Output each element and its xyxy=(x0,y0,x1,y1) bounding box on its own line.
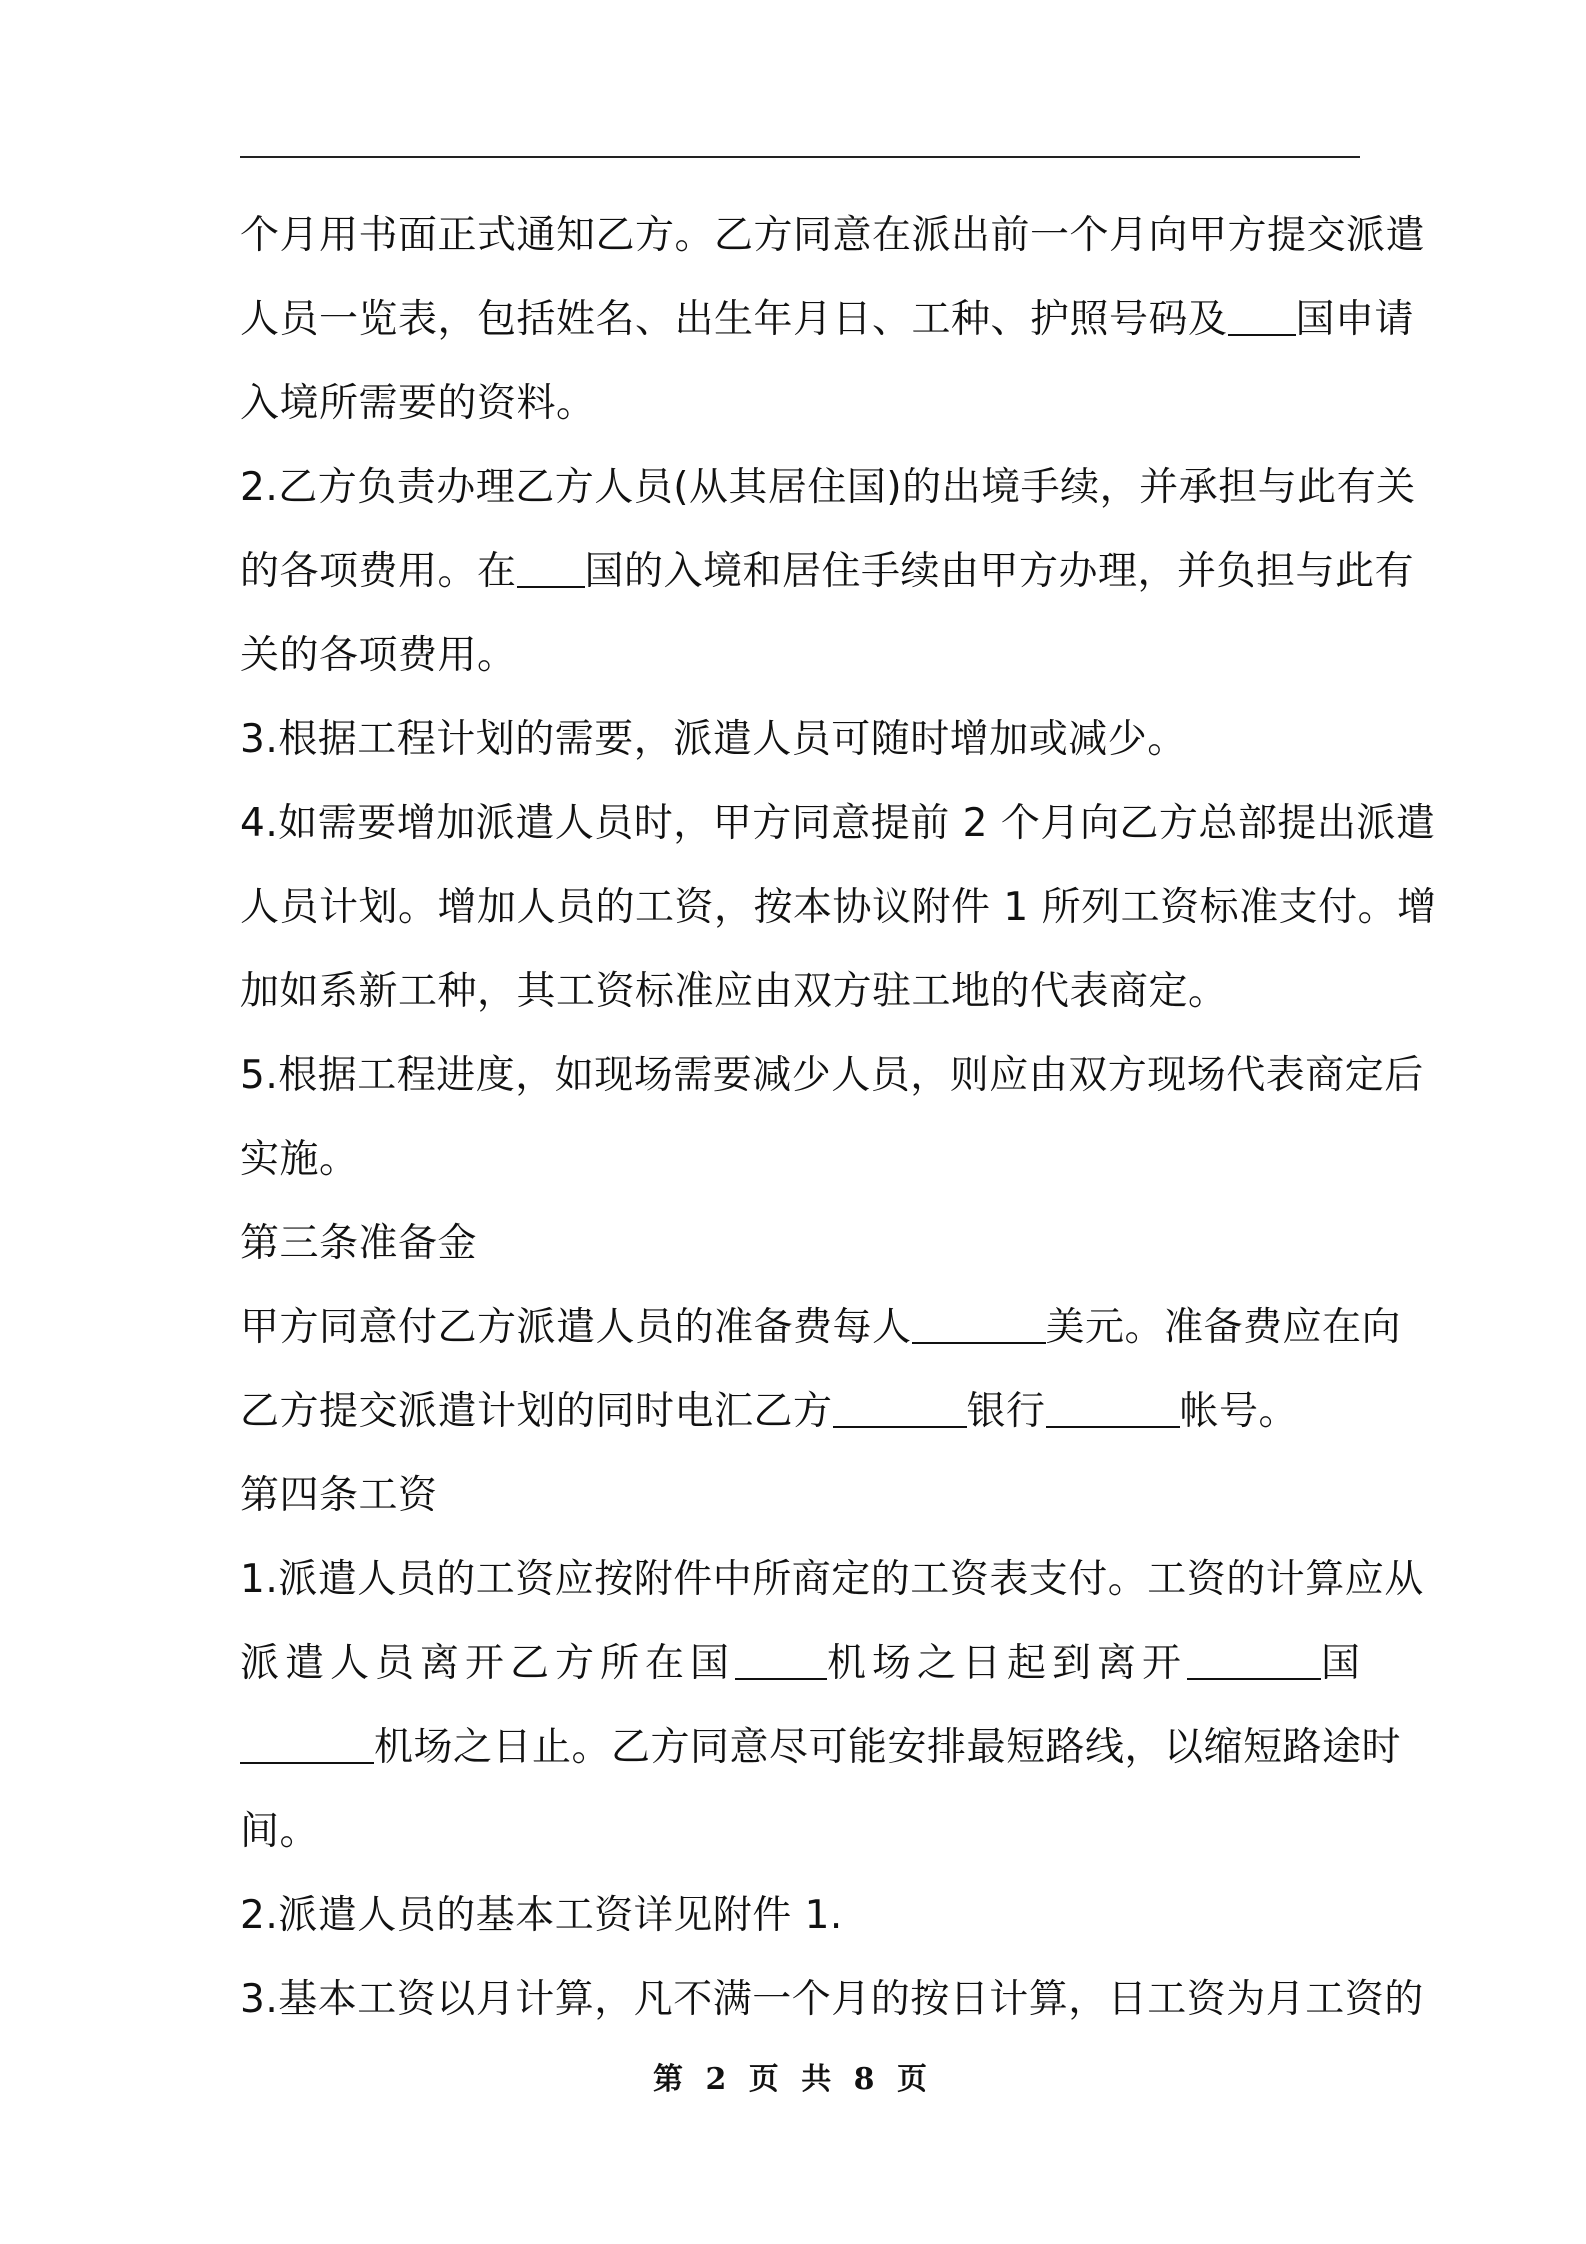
fill-in-blank xyxy=(833,1426,967,1428)
fill-in-blank xyxy=(517,586,585,588)
text-line: 甲方同意付乙方派遣人员的准备费每人 美元。准备费应在向 xyxy=(240,1305,1402,1350)
text-line: 4.如需要增加派遣人员时，甲方同意提前 2 个月向乙方总部提出派遣 xyxy=(240,801,1436,846)
fill-in-blank xyxy=(1046,1426,1180,1428)
fill-in-blank xyxy=(240,1762,374,1764)
fill-in-blank xyxy=(1228,334,1296,336)
text-line: 2.派遣人员的基本工资详见附件 1. xyxy=(240,1893,843,1938)
text-line: 派遣人员离开乙方所在国 机场之日起到离开 国 xyxy=(240,1641,1367,1686)
text-line: 2.乙方负责办理乙方人员(从其居住国)的出境手续，并承担与此有关 xyxy=(240,465,1416,510)
page-number-footer: 第 2 页 共 8 页 xyxy=(653,2062,933,2097)
section-heading: 第三条准备金 xyxy=(240,1221,478,1266)
fill-in-blank xyxy=(912,1342,1046,1344)
text-line: 个月用书面正式通知乙方。乙方同意在派出前一个月向甲方提交派遣 xyxy=(240,213,1426,258)
text-line: 机场之日止。乙方同意尽可能安排最短路线，以缩短路途时 xyxy=(240,1706,1360,1790)
text-line: 人员计划。增加人员的工资，按本协议附件 1 所列工资标准支付。增 xyxy=(240,885,1437,930)
fill-in-blank xyxy=(735,1678,827,1680)
text-line: 的各项费用。在 国的入境和居住手续由甲方办理，并负担与此有 xyxy=(240,549,1415,594)
text-line: 1.派遣人员的工资应按附件中所商定的工资表支付。工资的计算应从 xyxy=(240,1557,1424,1602)
text-line: 人员一览表，包括姓名、出生年月日、工种、护照号码及 国申请 xyxy=(240,297,1415,342)
text-line: 3.基本工资以月计算，凡不满一个月的按日计算，日工资为月工资的 xyxy=(240,1977,1424,2022)
header-rule xyxy=(240,156,1360,158)
document-body xyxy=(240,194,1437,2042)
fill-in-blank xyxy=(1187,1678,1321,1680)
section-heading: 第四条工资 xyxy=(240,1473,438,1518)
text-line: 入境所需要的资料。 xyxy=(240,381,596,426)
text-line: 乙方提交派遣计划的同时电汇乙方 银行 帐号。 xyxy=(240,1389,1299,1434)
text-line: 3.根据工程计划的需要，派遣人员可随时增加或减少。 xyxy=(240,717,1187,762)
text-line: 5.根据工程进度，如现场需要减少人员，则应由双方现场代表商定后 xyxy=(240,1053,1424,1098)
text-line: 关的各项费用。 xyxy=(240,633,517,678)
text-line: 加如系新工种，其工资标准应由双方驻工地的代表商定。 xyxy=(240,969,1228,1014)
text-line: 间。 xyxy=(240,1809,320,1854)
text-line: 实施。 xyxy=(240,1137,359,1182)
